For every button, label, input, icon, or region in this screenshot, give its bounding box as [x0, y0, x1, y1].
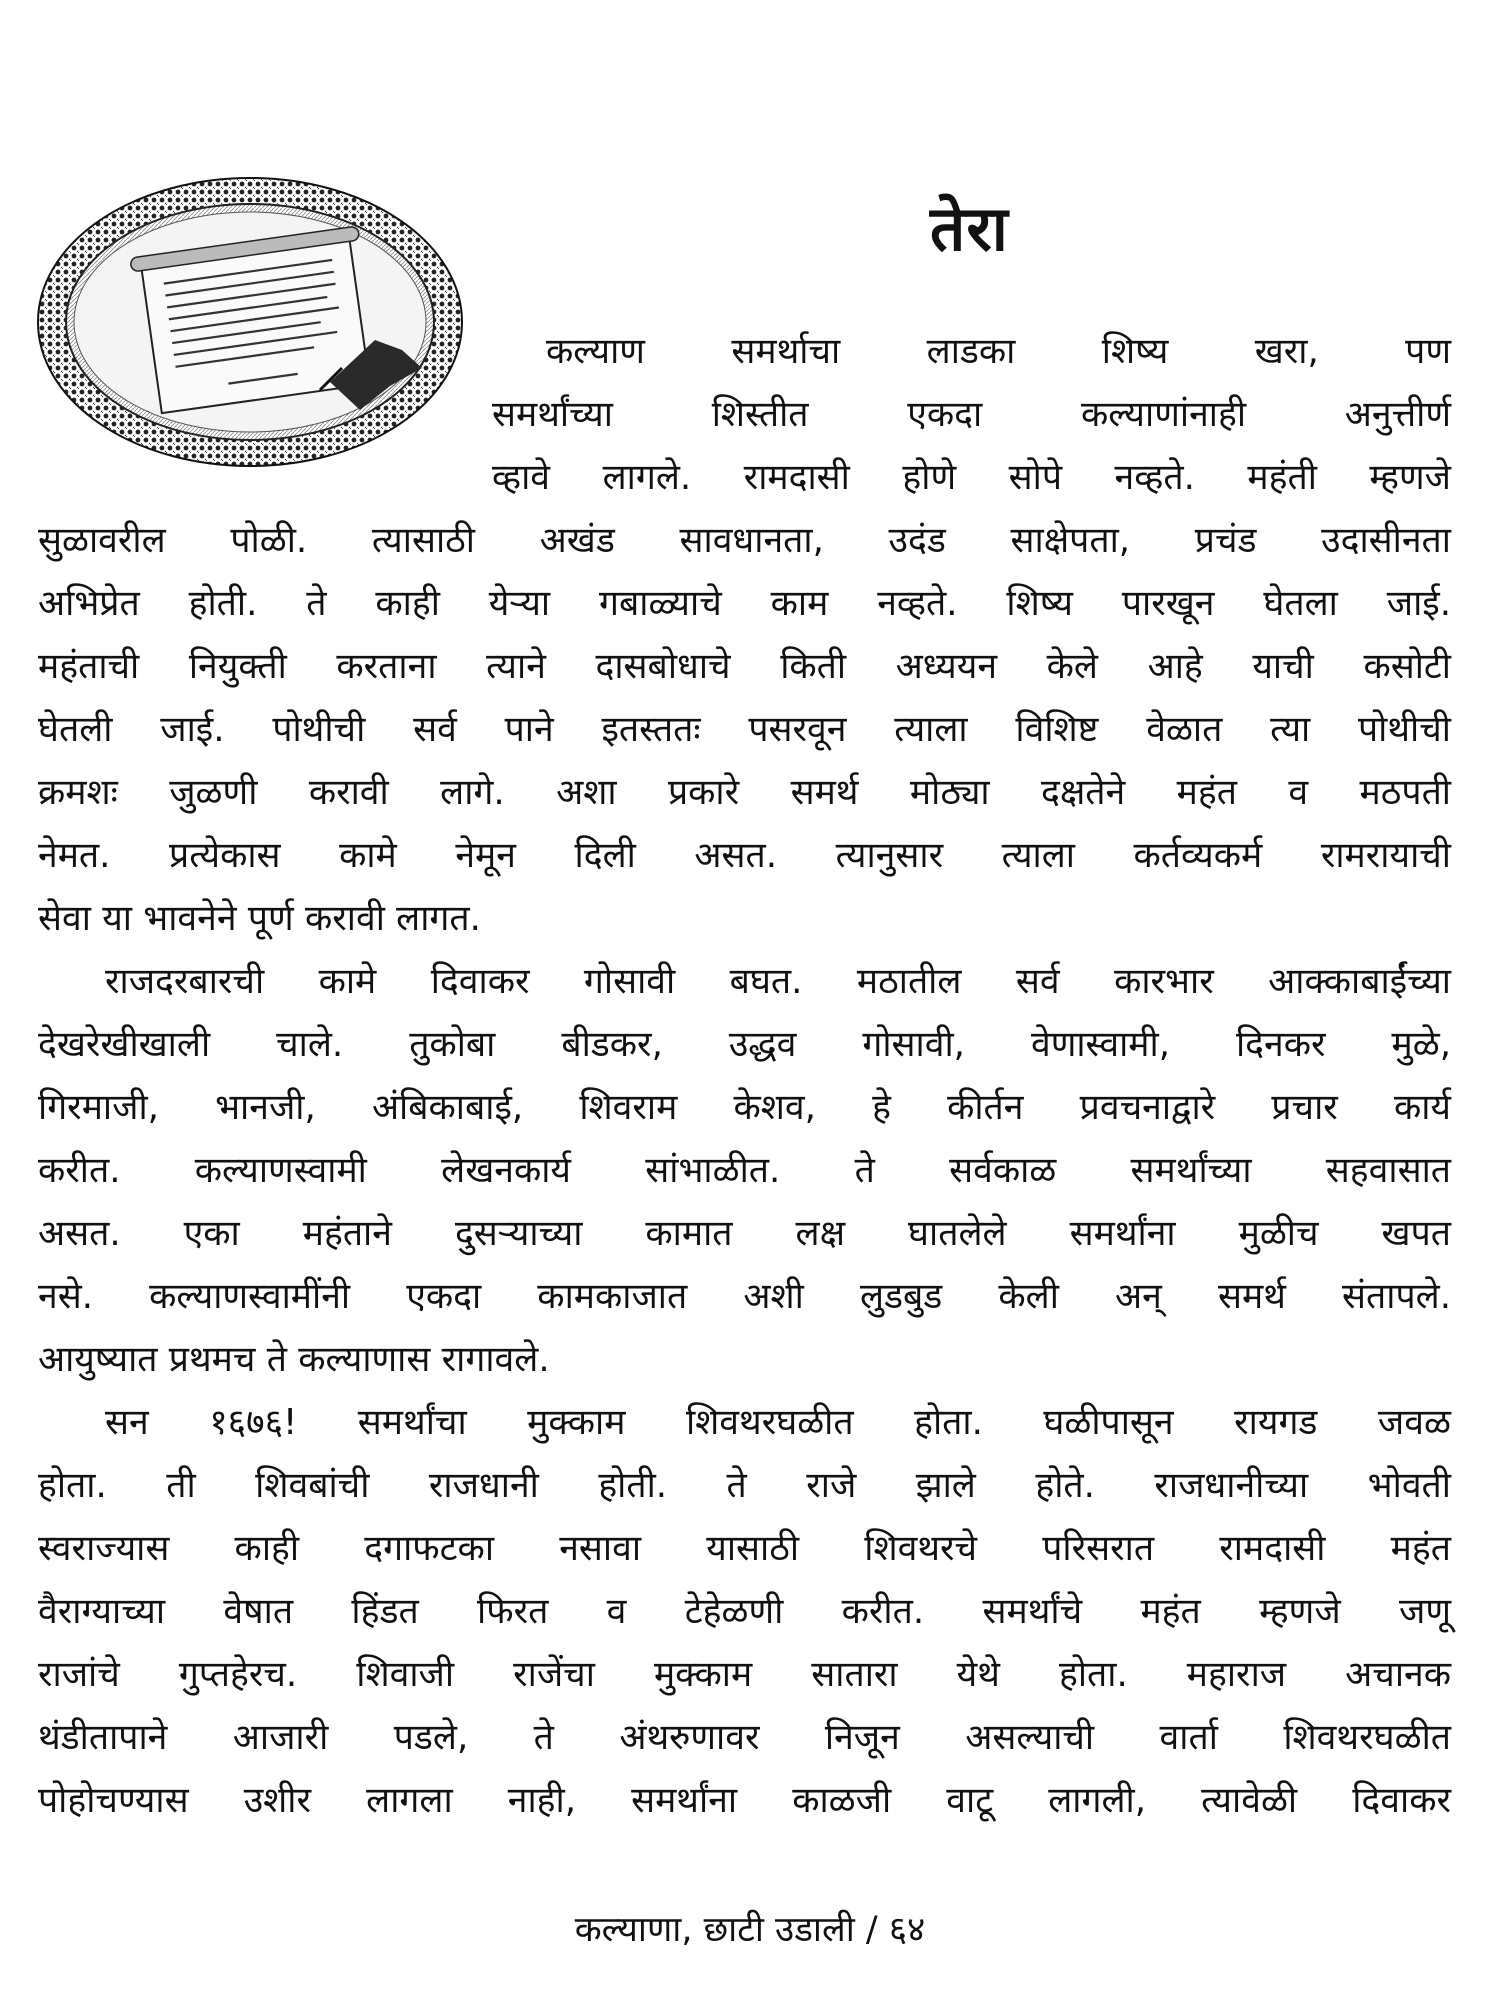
- text-line: असत. एका महंताने दुसऱ्याच्या कामात लक्ष घातलेले समर्थांना मुळीच खपत: [38, 1213, 1451, 1254]
- text-line: गिरमाजी, भानजी, अंबिकाबाई, शिवराम केशव, हे कीर्तन प्रवचनाद्वारे प्रचार कार्य: [38, 1087, 1451, 1128]
- text-line: नेमत. प्रत्येकास कामे नेमून दिली असत. त्यानुसार त्याला कर्तव्यकर्म रामरायाची: [38, 835, 1451, 876]
- text-line: घेतली जाई. पोथीची सर्व पाने इतस्ततः पसरवून त्याला विशिष्ट वेळात त्या पोथीची: [38, 709, 1451, 750]
- paragraph-start: राजदरबारची कामे दिवाकर गोसावी बघत. मठातील सर्व कारभार आक्काबाईंच्या: [105, 961, 1451, 1002]
- text-line: नसे. कल्याणस्वामींनी एकदा कामकाजात अशी लुडबुड केली अन् समर्थ संतापले.: [38, 1276, 1451, 1317]
- text-line: करीत. कल्याणस्वामी लेखनकार्य सांभाळीत. ते सर्वकाळ समर्थांच्या सहवासात: [38, 1150, 1451, 1191]
- text-line: थंडीतापाने आजारी पडले, ते अंथरुणावर निजून असल्याची वार्ता शिवथरघळीत: [38, 1717, 1451, 1758]
- text-line: वैराग्याच्या वेषात हिंडत फिरत व टेहेळणी करीत. समर्थांचे महंत म्हणजे जणू: [38, 1591, 1451, 1632]
- text-line: सेवा या भावनेने पूर्ण करावी लागत.: [38, 898, 481, 939]
- text-line: क्रमशः जुळणी करावी लागे. अशा प्रकारे समर्थ मोठ्या दक्षतेने महंत व मठपती: [38, 772, 1451, 813]
- text-line: होता. ती शिवबांची राजधानी होती. ते राजे झाले होते. राजधानीच्या भोवती: [38, 1465, 1451, 1506]
- text-line: सुळावरील पोळी. त्यासाठी अखंड सावधानता, उदंड साक्षेपता, प्रचंड उदासीनता: [38, 520, 1451, 561]
- text-line: राजांचे गुप्तहेरच. शिवाजी राजेंचा मुक्काम सातारा येथे होता. महाराज अचानक: [38, 1654, 1451, 1695]
- text-line: समर्थांच्या शिस्तीत एकदा कल्याणांनाही अनुत्तीर्ण: [492, 394, 1451, 435]
- text-line: पोहोचण्यास उशीर लागला नाही, समर्थांना काळजी वाटू लागली, त्यावेळी दिवाकर: [38, 1780, 1451, 1821]
- text-line: कल्याण समर्थाचा लाडका शिष्य खरा, पण: [546, 331, 1451, 372]
- text-line: व्हावे लागले. रामदासी होणे सोपे नव्हते. महंती म्हणजे: [492, 457, 1451, 498]
- chapter-title: तेरा: [930, 192, 1009, 265]
- page-footer: कल्याणा, छाटी उडाली / ६४: [574, 1910, 926, 1950]
- text-line: महंताची नियुक्ती करताना त्याने दासबोधाचे किती अध्ययन केले आहे याची कसोटी: [38, 646, 1451, 687]
- text-line: देखरेखीखाली चाले. तुकोबा बीडकर, उद्धव गोसावी, वेणास्वामी, दिनकर मुळे,: [38, 1024, 1451, 1065]
- text-line: अभिप्रेत होती. ते काही येऱ्या गबाळ्याचे काम नव्हते. शिष्य पारखून घेतला जाई.: [38, 583, 1451, 624]
- text-line: स्वराज्यास काही दगाफटका नसावा यासाठी शिवथरचे परिसरात रामदासी महंत: [38, 1528, 1451, 1569]
- paragraph-start: सन १६७६! समर्थांचा मुक्काम शिवथरघळीत होता. घळीपासून रायगड जवळ: [105, 1402, 1451, 1443]
- text-line: आयुष्यात प्रथमच ते कल्याणास रागावले.: [38, 1339, 550, 1380]
